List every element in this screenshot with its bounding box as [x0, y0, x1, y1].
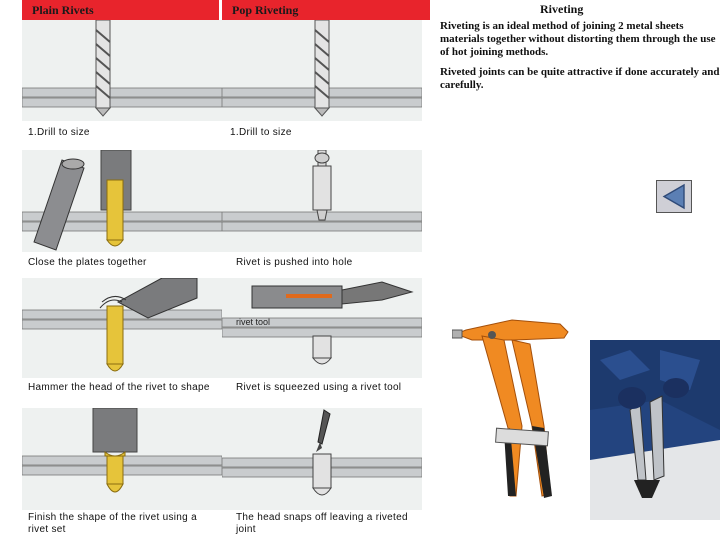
pop-riveting-header: [222, 0, 430, 20]
pop-drill-diagram: [222, 20, 422, 121]
intro-paragraph-1: Riveting is an ideal method of joining 2 metal sheets materials together without distorting them through the use of hot joining methods.: [440, 20, 716, 58]
page-title: Riveting: [540, 2, 584, 16]
rivet-tool-label: rivet tool: [236, 317, 271, 327]
pop-rivet-tool-photo: [452, 300, 582, 540]
pop-rivet-tool-diagram: [222, 278, 422, 378]
plain-step-2-caption: Close the plates together: [28, 257, 147, 268]
riveting-action-photo: [590, 340, 720, 520]
pop-step-1-caption: 1.Drill to size: [230, 127, 292, 138]
back-button[interactable]: [656, 180, 692, 213]
plain-step-3-caption: Hammer the head of the rivet to shape: [28, 382, 210, 393]
triangle-left-icon: [657, 181, 691, 212]
plain-rivets-header: [22, 0, 219, 20]
pop-step-2-caption: Rivet is pushed into hole: [236, 257, 353, 268]
intro-paragraph-2: Riveted joints can be quite attractive if done accurately and carefully.: [440, 66, 720, 91]
plain-step-1-caption: 1.Drill to size: [28, 127, 90, 138]
plain-drill-diagram: [22, 20, 222, 121]
plain-step-4-caption: Finish the shape of the rivet using a rivet set: [28, 512, 197, 535]
plain-rivet-set-diagram: [22, 408, 222, 510]
plain-close-plates-diagram: [22, 150, 222, 252]
pop-riveting-label: Pop Riveting: [232, 3, 299, 17]
pop-step-3-caption: Rivet is squeezed using a rivet tool: [236, 382, 402, 393]
plain-hammer-diagram: [22, 278, 222, 378]
plain-rivets-label: Plain Rivets: [32, 3, 94, 17]
pop-step-4-caption: The head snaps off leaving a riveted joint: [236, 512, 408, 535]
pop-rivet-push-diagram: [222, 150, 422, 252]
pop-snap-off-diagram: [222, 408, 422, 510]
